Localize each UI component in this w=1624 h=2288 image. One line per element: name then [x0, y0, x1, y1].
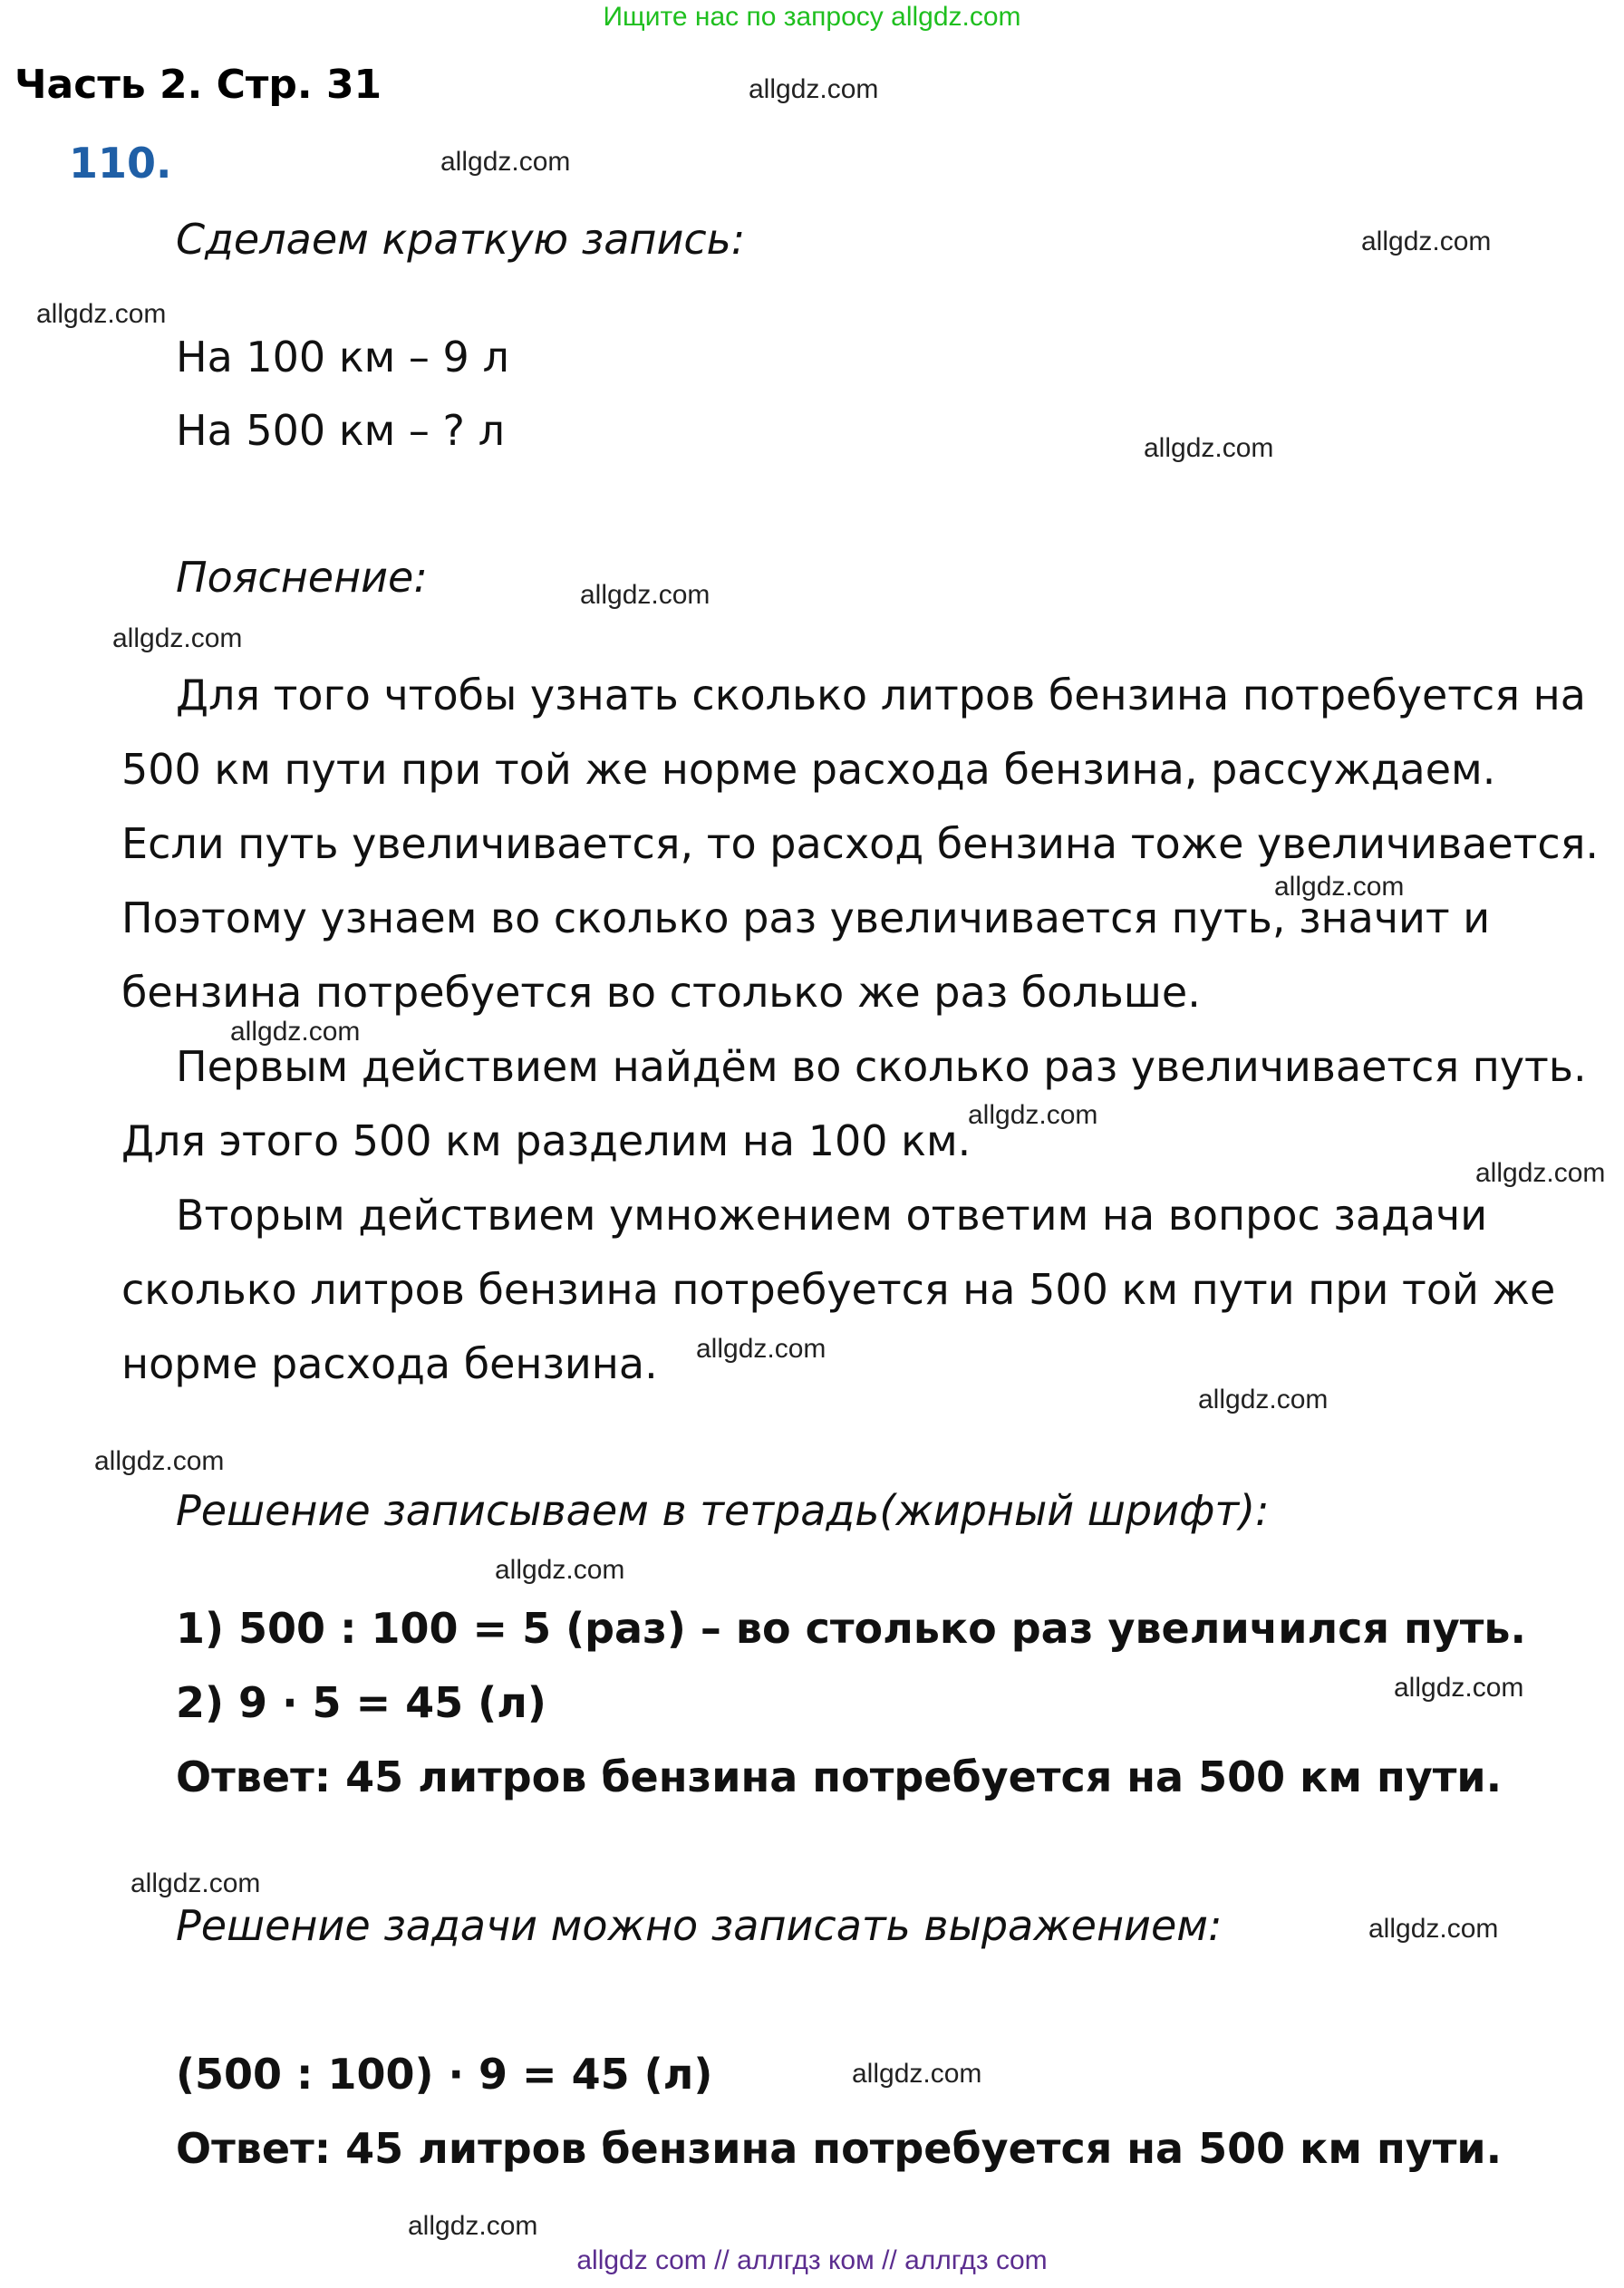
explanation-line-10: норме расхода бензина. [121, 1339, 658, 1388]
watermark: allgdz.com [36, 299, 167, 329]
watermark: allgdz.com [112, 623, 243, 653]
explanation-line-6: Первым действием найдём во сколько раз увеличивается путь. [176, 1042, 1587, 1091]
watermark: allgdz.com [968, 1100, 1098, 1130]
explanation-line-9: сколько литров бензина потребуется на 500 км пути при той же [121, 1265, 1556, 1314]
task-number: 110. [69, 139, 172, 188]
solution-answer: Ответ: 45 литров бензина потребуется на 500 км пути. [176, 1752, 1503, 1801]
watermark: allgdz.com [1394, 1673, 1524, 1703]
footer-links[interactable]: allgdz com // аллгдз ком // аллгдз com [576, 2245, 1048, 2275]
solution-step-2: 2) 9 · 5 = 45 (л) [176, 1678, 546, 1727]
watermark: allgdz.com [440, 147, 571, 177]
watermark: allgdz.com [696, 1334, 826, 1364]
solution-title: Решение записываем в тетрадь(жирный шрифт): [176, 1486, 1270, 1535]
page-header: Часть 2. Стр. 31 [14, 62, 382, 108]
watermark: allgdz.com [1198, 1385, 1329, 1414]
explanation-line-7: Для этого 500 км разделим на 100 км. [121, 1116, 972, 1165]
top-banner-link[interactable]: Ищите нас по запросу allgdz.com [603, 2, 1021, 32]
explanation-line-3: Если путь увеличивается, то расход бензина тоже увеличивается. [121, 819, 1600, 868]
expression-title: Решение задачи можно записать выражением: [176, 1901, 1223, 1950]
explanation-line-4: Поэтому узнаем во сколько раз увеличивается путь, значит и [121, 893, 1491, 942]
watermark: allgdz.com [130, 1868, 261, 1898]
watermark: allgdz.com [1361, 227, 1492, 256]
explanation-title: Пояснение: [176, 553, 428, 602]
explanation-line-5: бензина потребуется во столько же раз больше. [121, 968, 1201, 1017]
watermark: allgdz.com [495, 1555, 625, 1585]
explanation-line-1: Для того чтобы узнать сколько литров бензина потребуется на [176, 671, 1586, 719]
watermark: allgdz.com [1475, 1158, 1606, 1188]
short-record-line-2: На 500 км – ? л [176, 406, 505, 455]
explanation-line-2: 500 км пути при той же норме расхода бензина, рассуждаем. [121, 745, 1496, 794]
expression-answer: Ответ: 45 литров бензина потребуется на 500 км пути. [176, 2124, 1503, 2173]
watermark: allgdz.com [1144, 433, 1274, 463]
short-record-line-1: На 100 км – 9 л [176, 333, 509, 381]
short-record-title: Сделаем краткую запись: [176, 215, 746, 264]
watermark: allgdz.com [580, 580, 710, 610]
watermark: allgdz.com [1368, 1914, 1499, 1944]
watermark: allgdz.com [408, 2211, 538, 2241]
watermark: allgdz.com [749, 74, 879, 104]
expression-formula: (500 : 100) · 9 = 45 (л) [176, 2050, 713, 2099]
watermark: allgdz.com [852, 2059, 982, 2089]
explanation-line-8: Вторым действием умножением ответим на вопрос задачи [176, 1191, 1488, 1240]
solution-step-1: 1) 500 : 100 = 5 (раз) – во столько раз увеличился путь. [176, 1604, 1526, 1653]
watermark: allgdz.com [230, 1017, 361, 1047]
watermark: allgdz.com [1274, 872, 1405, 902]
watermark: allgdz.com [94, 1446, 225, 1476]
